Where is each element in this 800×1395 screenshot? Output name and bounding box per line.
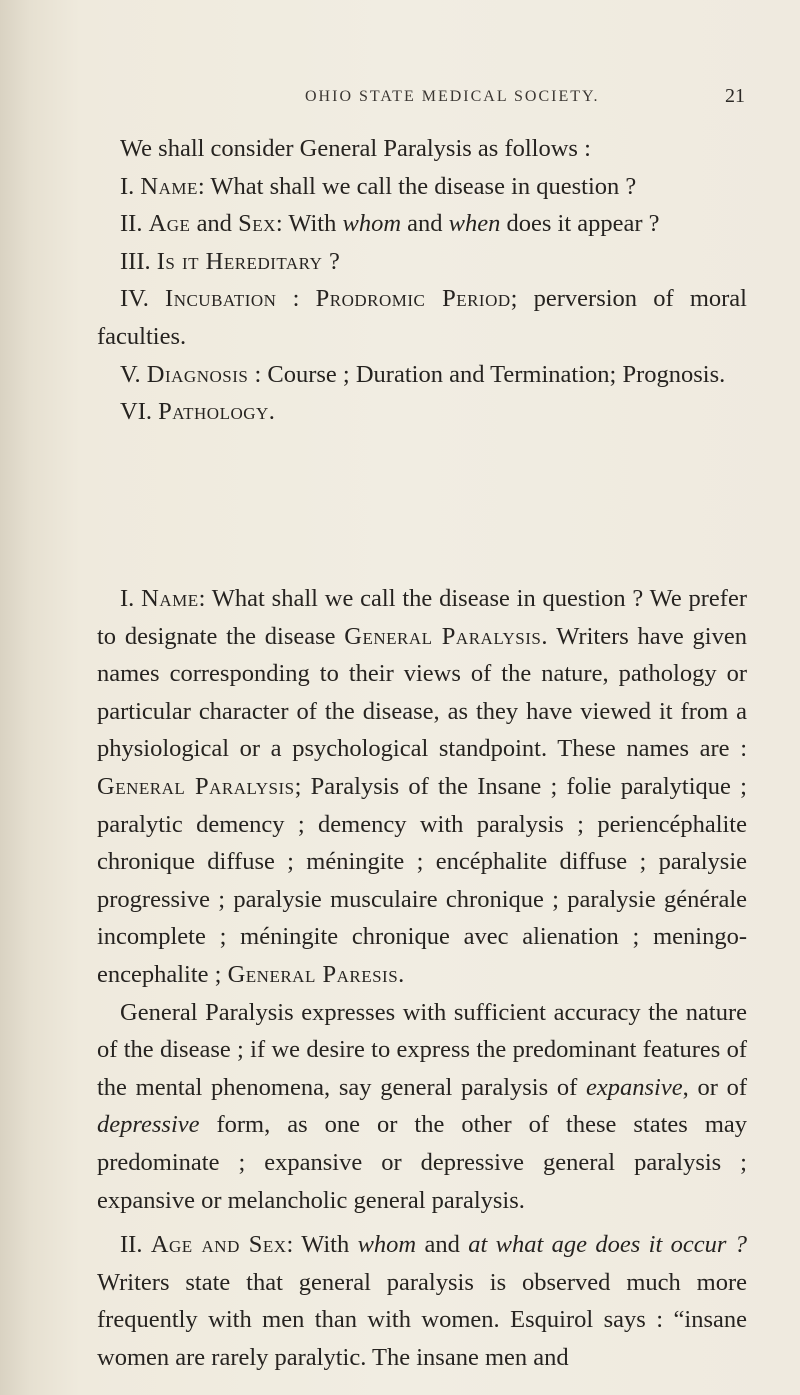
section-num: II. (120, 1231, 143, 1258)
body-text: , or of (682, 1073, 747, 1101)
body-text: General Paralysis expresses with sufficient accuracy the nature of the disease ; if we desire to express the predominant features of the mental phenomena, say general paralysis of (97, 998, 747, 1101)
running-head (0, 85, 800, 118)
section-heading: Age and Sex (150, 1231, 287, 1258)
outline-title-2: Prodromic Period (315, 285, 511, 313)
outline-num: V. (120, 360, 141, 388)
outline-text: does it appear ? (500, 210, 660, 238)
page-number: 21 (725, 85, 745, 107)
outline-list (97, 130, 747, 431)
outline-text: : Course ; Duration and Termination; Prognosis. (248, 360, 726, 388)
section-name-paragraph-1 (97, 580, 747, 994)
outline-num: I. (120, 172, 135, 200)
outline-title: Is it Hereditary ? (156, 247, 341, 275)
section-age-sex (97, 1226, 747, 1376)
body-text: : What shall we call the disease in question ? We prefer to designate the disease (97, 585, 747, 650)
outline-text: ; perversion of moral faculties. (97, 285, 747, 350)
section-name-paragraph-2 (97, 994, 747, 1220)
body-text: Writers state that general paralysis is observed much more frequently with men than with women. Esquirol says : “insane women are rarely paralytic. The insane men and (97, 1268, 747, 1371)
small-caps-term: General Paresis. (227, 960, 405, 988)
outline-item-incubation (97, 280, 747, 355)
section-heading: Name (141, 585, 199, 612)
outline-title: Diagnosis (146, 360, 249, 388)
body-text: ; Paralysis of the Insane ; folie paralytique ; paralytic demency ; demency with paralysis ; periencéphalite chronique diffuse ; méningite ; encéphalite diffuse ; paralysie progressive ; paralysie musculaire chronique ; paralysie générale incomplete ; méningite chronique avec alienation ; meningo-encephalite ; (97, 772, 747, 988)
outline-italic: whom (342, 210, 402, 238)
outline-item-hereditary (97, 243, 747, 281)
outline-item-diagnosis (97, 356, 747, 394)
outline-num: IV. (120, 285, 149, 313)
outline-italic: when (448, 210, 501, 238)
section-age-paragraph (97, 1226, 747, 1376)
running-head-title: OHIO STATE MEDICAL SOCIETY. (305, 88, 600, 105)
outline-item-age-sex (97, 205, 747, 243)
outline-title: Incubation (165, 285, 277, 313)
outline-text: : What shall we call the disease in question ? (197, 172, 637, 200)
outline-title-2: Sex (238, 210, 276, 238)
outline-text: and (190, 210, 239, 238)
section-num: I. (120, 585, 135, 612)
intro-line: We shall consider General Paralysis as follows : (120, 135, 591, 162)
outline-text: : (276, 285, 316, 313)
italic-term: depressive (97, 1111, 200, 1139)
small-caps-term: General Paralysis. (344, 622, 548, 650)
body-text: form, as one or the other of these states may predominate ; expansive or depressive general paralysis ; expansive or melancholic general paralysis. (97, 1111, 747, 1214)
body-text: and (416, 1231, 469, 1258)
italic-term: whom (357, 1231, 417, 1258)
small-caps-term: General Paralysis (97, 772, 295, 800)
outline-num: III. (120, 247, 151, 275)
outline-item-pathology (97, 393, 747, 431)
body-text: Writers have given names corresponding to their views of the nature, pathology or particular character of the disease, as they have viewed it from a physiological or a psychological standpoint. These names are : (97, 622, 747, 763)
outline-num: II. (120, 210, 143, 238)
outline-title: Pathology. (158, 398, 276, 426)
italic-term: at what age does it occur ? (468, 1231, 748, 1258)
italic-term: expansive (586, 1073, 683, 1101)
outline-text: and (401, 210, 449, 238)
outline-title: Name (140, 172, 198, 200)
outline-item-name (97, 168, 747, 206)
section-name (97, 580, 747, 1219)
body-text: : With (286, 1231, 358, 1258)
outline-title: Age (148, 210, 191, 238)
outline-num: VI. (120, 398, 152, 426)
outline-text: : With (275, 210, 343, 238)
